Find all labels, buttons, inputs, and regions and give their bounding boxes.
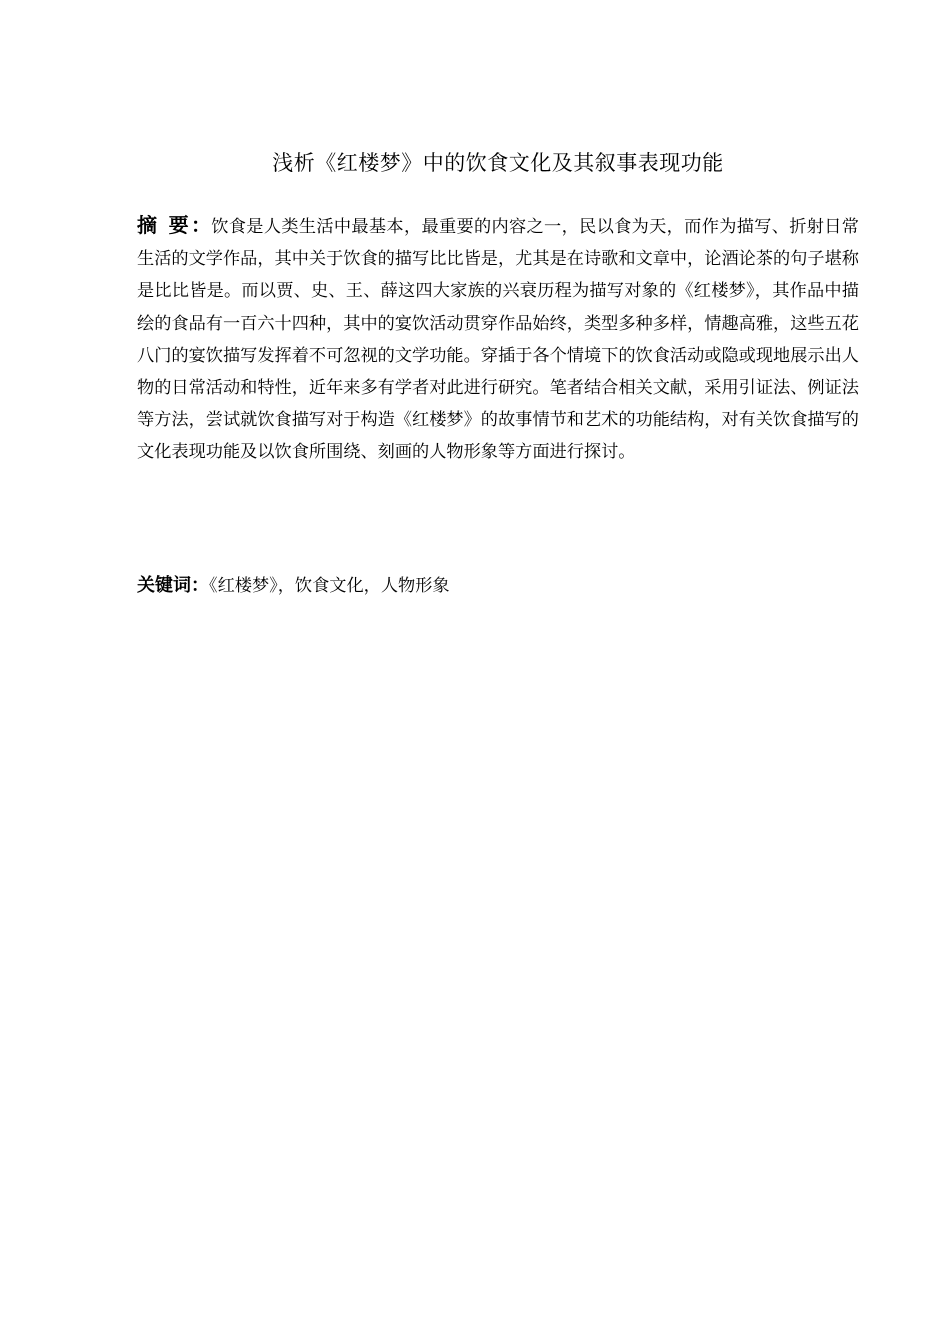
keywords-label: 关键词： bbox=[137, 575, 209, 596]
abstract-label bbox=[137, 213, 211, 237]
abstract-text: 饮食是人类生活中最基本，最重要的内容之一，民以食为天，而作为描写、折射日常生活的文学作品，其中关于饮食的描写比比皆是，尤其是在诗歌和文章中，论酒论茶的句子堪称是比比皆是。而以贾、史、王、薛这四大家族的兴衰历程为描写对象的《红楼梦》，其作品中描绘的食品有一百六十四种，其中的宴饮活动贯穿作品始终，类型多种多样，情趣高雅，这些五花八门的宴饮描写发挥着不可忽视的文学功能。穿插于各个情境下的饮食活动或隐或现地展示出人物的日常活动和特性，近年来多有学者对此进行研究。笔者结合相关文献，采用引证法、例证法等方法，尝试就饮食描写对于构造《红楼梦》的故事情节和艺术的功能结构，对有关饮食描写的文化表现功能及以饮食所围绕、刻画的人物形象等方面进行探讨。 bbox=[137, 217, 859, 463]
document-title: 浅析《红楼梦》中的饮食文化及其叙事表现功能 bbox=[272, 151, 724, 175]
keywords-line bbox=[137, 573, 859, 599]
keywords-text: 《红楼梦》，饮食文化，人物形象 bbox=[209, 576, 450, 596]
abstract-label-colon: ： bbox=[190, 213, 212, 237]
abstract-paragraph bbox=[137, 209, 859, 469]
abstract-label-text: 摘 要 bbox=[137, 213, 191, 237]
